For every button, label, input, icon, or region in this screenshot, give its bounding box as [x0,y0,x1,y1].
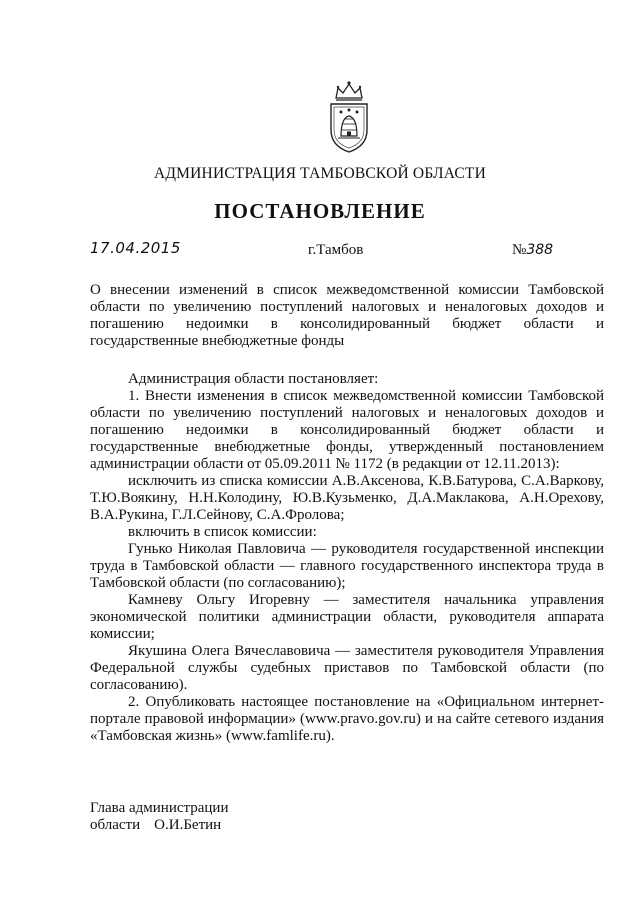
document-number [512,242,553,259]
document-body [90,371,604,745]
paragraph-member-kamneva: Камневу Ольгу Игоревну — заместителя начальника управления экономической политики администрации области, руководителя аппарата комиссии; [90,592,604,642]
paragraph-item-2: 2. Опубликовать настоящее постановление на «Официальном интернет-портале правовой информации» (www.pravo.gov.ru) и на сайте сетевого издания «Тамбовская жизнь» (www.famlife.ru). [90,694,604,744]
tambov-coat-of-arms-icon [324,78,374,156]
signature-row [90,817,228,834]
paragraph-exclude: исключить из списка комиссии А.В.Аксенова, К.В.Батурова, С.А.Варкову, Т.Ю.Воякину, Н.Н.Колодину, Ю.В.Кузьменко, Д.А.Маклакова, А.Н.Орехову, В.А.Рукина, Г.Л.Сейнову, С.А.Фролова; [90,473,604,523]
paragraph-member-gunko: Гунько Николая Павловича — руководителя государственной инспекции труда в Тамбовской области — главного государственного инспектора труда в Тамбовской области (по согласованию); [90,541,604,591]
number-label: № [512,242,527,258]
document-type-title: ПОСТАНОВЛЕНИЕ [214,199,426,223]
paragraph-item-1: 1. Внести изменения в список межведомственной комиссии Тамбовской области по увеличению поступлений налоговых и неналоговых доходов и погашению недоимки в консолидированный бюджет области и государственные внебюджетные фонды, утвержденный постановлением администрации области от 05.09.2011 № 1172 (в редакции от 12.11.2013): [90,388,604,472]
document-city: г.Тамбов [308,242,364,258]
number-value: 388 [526,242,554,258]
signature-position-cont: области [90,817,141,833]
document-subject: О внесении изменений в список межведомственной комиссии Тамбовской области по увеличению поступлений налоговых и неналоговых доходов и погашению недоимки в консолидированный бюджет области и государственные внебюджетные фонды [90,282,604,349]
paragraph-member-yakushin: Якушина Олега Вячеславовича — заместителя руководителя Управления Федеральной службы судебных приставов по Тамбовской области (по согласованию). [90,643,604,693]
paragraph-preamble: Администрация области постановляет: [128,371,379,387]
document-date: 17.04.2015 [90,239,181,257]
signatory-name: О.И.Бетин [154,817,222,833]
document-meta-row [90,239,604,264]
agency-name: АДМИНИСТРАЦИЯ ТАМБОВСКОЙ ОБЛАСТИ [154,165,486,182]
paragraph-include: включить в список комиссии: [128,524,317,540]
signature-block [90,800,228,834]
signature-position: Глава администрации [90,800,229,816]
